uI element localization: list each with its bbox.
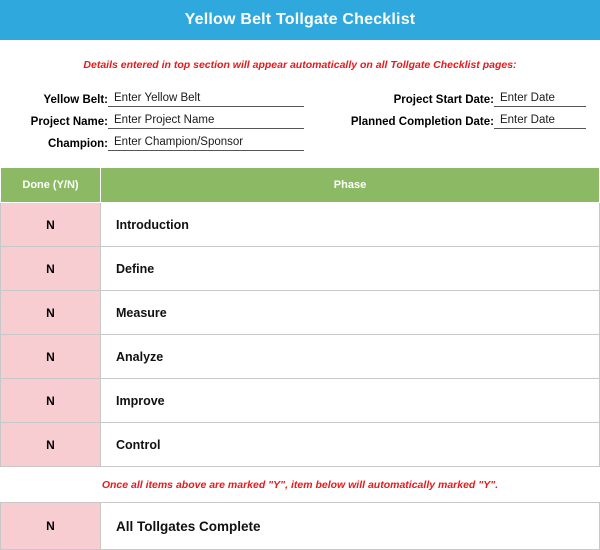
done-cell[interactable]: N [1, 247, 101, 291]
done-cell[interactable]: N [1, 379, 101, 423]
table-row [1, 423, 600, 467]
phase-cell: Introduction [101, 203, 600, 247]
form-row-project-name [10, 109, 309, 129]
project-start-date-field[interactable]: Enter Date [494, 91, 586, 107]
top-note-text: Details entered in top section will appear automatically on all Tollgate Checklist pages: [83, 59, 517, 71]
phase-cell: Analyze [101, 335, 600, 379]
table-row [1, 379, 600, 423]
yellow-belt-label: Yellow Belt: [43, 94, 108, 106]
page-header-banner [0, 0, 600, 40]
form-row-yellow-belt [10, 87, 309, 107]
form-column-right [309, 87, 588, 153]
done-cell[interactable]: N [1, 291, 101, 335]
page-title: Yellow Belt Tollgate Checklist [184, 11, 416, 28]
project-name-field[interactable]: Enter Project Name [108, 113, 304, 129]
final-phase-cell: All Tollgates Complete [101, 503, 600, 550]
table-row [1, 203, 600, 247]
form-row-project-start-date [309, 87, 588, 107]
planned-completion-date-field[interactable]: Enter Date [494, 113, 586, 129]
table-row [1, 291, 600, 335]
column-header-phase: Phase [101, 168, 600, 203]
middle-note-text: Once all items above are marked "Y", item below will automatically marked "Y". [101, 479, 499, 491]
project-details-form [0, 87, 600, 153]
form-column-left [10, 87, 309, 153]
final-done-cell: N [1, 503, 101, 550]
phase-cell: Measure [101, 291, 600, 335]
done-cell[interactable]: N [1, 423, 101, 467]
champion-field[interactable]: Enter Champion/Sponsor [108, 135, 304, 151]
final-summary-table [0, 502, 600, 550]
form-row-planned-completion-date [309, 109, 588, 129]
done-cell[interactable]: N [1, 335, 101, 379]
champion-label: Champion: [47, 138, 108, 150]
project-name-label: Project Name: [30, 116, 108, 128]
table-header-row [1, 168, 600, 203]
tollgate-table [0, 167, 600, 467]
form-row-champion [10, 131, 309, 151]
table-row [1, 503, 600, 550]
table-row [1, 247, 600, 291]
planned-completion-date-label: Planned Completion Date: [350, 116, 494, 128]
phase-cell: Define [101, 247, 600, 291]
done-cell[interactable]: N [1, 203, 101, 247]
yellow-belt-field[interactable]: Enter Yellow Belt [108, 91, 304, 107]
phase-cell: Improve [101, 379, 600, 423]
column-header-done: Done (Y/N) [1, 168, 101, 203]
table-row [1, 335, 600, 379]
project-start-date-label: Project Start Date: [393, 94, 494, 106]
phase-cell: Control [101, 423, 600, 467]
